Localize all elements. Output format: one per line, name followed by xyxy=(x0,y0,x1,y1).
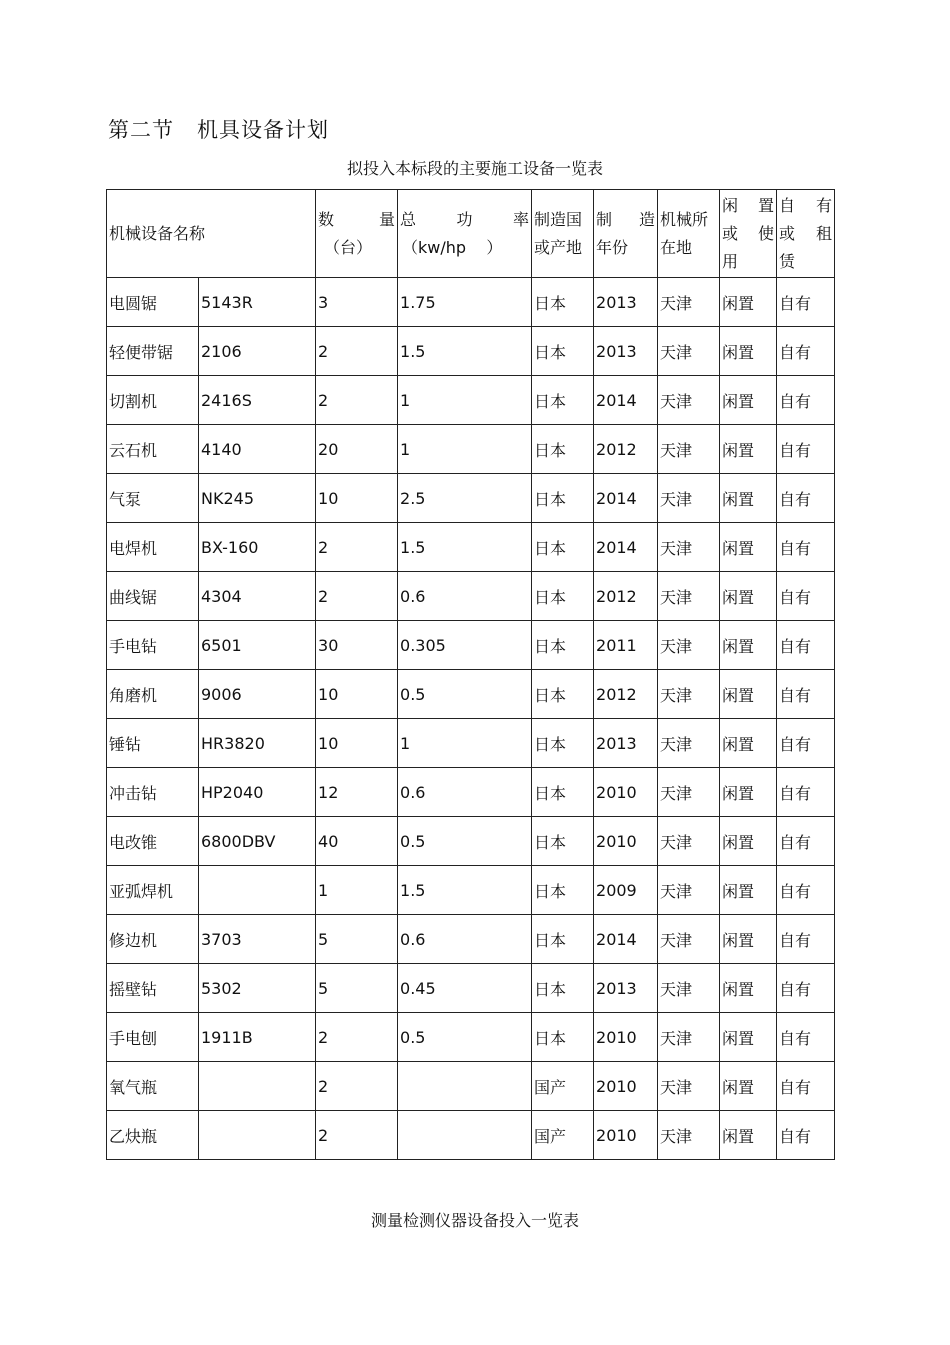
table-row xyxy=(107,1062,835,1111)
cell-status: 闲置 xyxy=(720,1062,777,1111)
table-row xyxy=(107,523,835,572)
cell-origin: 日本 xyxy=(532,327,594,376)
table-row xyxy=(107,327,835,376)
header-ownership xyxy=(777,190,835,278)
header-quantity xyxy=(316,190,398,278)
cell-qty: 2 xyxy=(316,572,398,621)
cell-year: 2012 xyxy=(594,572,658,621)
cell-location: 天津 xyxy=(658,1013,720,1062)
header-own-char: 有 xyxy=(816,195,833,215)
header-status-char: 用 xyxy=(722,251,739,271)
table-row xyxy=(107,964,835,1013)
cell-location: 天津 xyxy=(658,817,720,866)
cell-year: 2010 xyxy=(594,1013,658,1062)
cell-year: 2010 xyxy=(594,768,658,817)
cell-origin: 日本 xyxy=(532,425,594,474)
header-power-char: 率 xyxy=(512,209,529,229)
cell-status: 闲置 xyxy=(720,670,777,719)
cell-own: 自有 xyxy=(777,1111,835,1160)
cell-origin: 日本 xyxy=(532,915,594,964)
header-status-char: 使 xyxy=(758,223,775,243)
cell-qty: 12 xyxy=(316,768,398,817)
cell-power: 1 xyxy=(398,425,532,474)
header-year-line: 年份 xyxy=(596,237,629,257)
cell-power: 0.5 xyxy=(398,1013,532,1062)
table-row xyxy=(107,915,835,964)
table-row xyxy=(107,425,835,474)
cell-origin: 日本 xyxy=(532,1013,594,1062)
cell-model: 6800DBV xyxy=(199,817,316,866)
cell-year: 2014 xyxy=(594,523,658,572)
cell-origin: 日本 xyxy=(532,719,594,768)
cell-location: 天津 xyxy=(658,1062,720,1111)
cell-model: HP2040 xyxy=(199,768,316,817)
cell-power: 1.75 xyxy=(398,278,532,327)
cell-qty: 10 xyxy=(316,474,398,523)
header-status-char: 闲 xyxy=(722,195,739,215)
cell-location: 天津 xyxy=(658,866,720,915)
cell-name: 亚弧焊机 xyxy=(107,866,199,915)
cell-own: 自有 xyxy=(777,719,835,768)
cell-model: 5302 xyxy=(199,964,316,1013)
cell-own: 自有 xyxy=(777,278,835,327)
cell-power: 1 xyxy=(398,719,532,768)
cell-power: 1.5 xyxy=(398,327,532,376)
cell-origin: 日本 xyxy=(532,768,594,817)
table-header-row xyxy=(107,190,835,278)
header-origin xyxy=(532,190,594,278)
cell-own: 自有 xyxy=(777,964,835,1013)
cell-name: 电改锥 xyxy=(107,817,199,866)
cell-year: 2012 xyxy=(594,425,658,474)
table-row xyxy=(107,817,835,866)
cell-qty: 2 xyxy=(316,1013,398,1062)
cell-location: 天津 xyxy=(658,572,720,621)
cell-origin: 日本 xyxy=(532,278,594,327)
header-equipment-name xyxy=(107,190,316,278)
cell-status: 闲置 xyxy=(720,621,777,670)
table-row xyxy=(107,1111,835,1160)
cell-qty: 10 xyxy=(316,719,398,768)
header-power-unit: （kw/hp ） xyxy=(402,237,503,257)
cell-model: 4140 xyxy=(199,425,316,474)
cell-power: 1.5 xyxy=(398,523,532,572)
cell-qty: 2 xyxy=(316,1111,398,1160)
cell-name: 曲线锯 xyxy=(107,572,199,621)
header-location xyxy=(658,190,720,278)
table-row xyxy=(107,719,835,768)
cell-qty: 20 xyxy=(316,425,398,474)
cell-location: 天津 xyxy=(658,425,720,474)
cell-name: 气泵 xyxy=(107,474,199,523)
cell-origin: 日本 xyxy=(532,572,594,621)
cell-model xyxy=(199,1111,316,1160)
header-own-char: 赁 xyxy=(779,251,796,271)
cell-location: 天津 xyxy=(658,474,720,523)
cell-location: 天津 xyxy=(658,376,720,425)
cell-status: 闲置 xyxy=(720,768,777,817)
cell-status: 闲置 xyxy=(720,425,777,474)
cell-year: 2013 xyxy=(594,327,658,376)
cell-model: 3703 xyxy=(199,915,316,964)
cell-qty: 5 xyxy=(316,915,398,964)
cell-qty: 5 xyxy=(316,964,398,1013)
cell-power: 1 xyxy=(398,376,532,425)
header-own-char: 租 xyxy=(816,223,833,243)
cell-power: 2.5 xyxy=(398,474,532,523)
table-row xyxy=(107,866,835,915)
table-row xyxy=(107,768,835,817)
header-power-char: 总 xyxy=(400,209,417,229)
cell-origin: 日本 xyxy=(532,376,594,425)
cell-model xyxy=(199,866,316,915)
cell-model: 6501 xyxy=(199,621,316,670)
cell-origin: 国产 xyxy=(532,1062,594,1111)
cell-model: 4304 xyxy=(199,572,316,621)
cell-own: 自有 xyxy=(777,866,835,915)
cell-model: 5143R xyxy=(199,278,316,327)
table-row xyxy=(107,278,835,327)
second-table-caption: 测量检测仪器设备投入一览表 xyxy=(370,1211,579,1230)
header-location-line: 在地 xyxy=(660,237,693,257)
header-power xyxy=(398,190,532,278)
cell-year: 2010 xyxy=(594,1111,658,1160)
cell-status: 闲置 xyxy=(720,1111,777,1160)
cell-location: 天津 xyxy=(658,768,720,817)
cell-origin: 日本 xyxy=(532,621,594,670)
cell-year: 2014 xyxy=(594,915,658,964)
cell-name: 切割机 xyxy=(107,376,199,425)
cell-year: 2009 xyxy=(594,866,658,915)
cell-status: 闲置 xyxy=(720,376,777,425)
cell-year: 2010 xyxy=(594,1062,658,1111)
cell-year: 2013 xyxy=(594,719,658,768)
cell-own: 自有 xyxy=(777,1062,835,1111)
cell-power: 0.5 xyxy=(398,817,532,866)
cell-power: 1.5 xyxy=(398,866,532,915)
table-row xyxy=(107,572,835,621)
cell-own: 自有 xyxy=(777,621,835,670)
cell-own: 自有 xyxy=(777,474,835,523)
cell-power: 0.6 xyxy=(398,768,532,817)
cell-qty: 2 xyxy=(316,376,398,425)
header-qty-char: 量 xyxy=(379,209,396,229)
cell-name: 乙炔瓶 xyxy=(107,1111,199,1160)
cell-qty: 10 xyxy=(316,670,398,719)
cell-qty: 2 xyxy=(316,327,398,376)
cell-power: 0.45 xyxy=(398,964,532,1013)
cell-status: 闲置 xyxy=(720,474,777,523)
table-body xyxy=(107,278,835,1160)
header-year-char: 制 xyxy=(596,209,613,229)
cell-year: 2012 xyxy=(594,670,658,719)
cell-power xyxy=(398,1062,532,1111)
cell-own: 自有 xyxy=(777,376,835,425)
cell-model xyxy=(199,1062,316,1111)
table-row xyxy=(107,1013,835,1062)
cell-name: 手电刨 xyxy=(107,1013,199,1062)
cell-location: 天津 xyxy=(658,1111,720,1160)
cell-name: 轻便带锯 xyxy=(107,327,199,376)
header-own-char: 自 xyxy=(779,195,796,215)
cell-origin: 日本 xyxy=(532,964,594,1013)
cell-name: 摇壁钻 xyxy=(107,964,199,1013)
cell-model: 1911B xyxy=(199,1013,316,1062)
cell-own: 自有 xyxy=(777,572,835,621)
header-origin-line: 制造国 xyxy=(534,209,583,229)
header-status-char: 置 xyxy=(758,195,775,215)
cell-name: 锤钻 xyxy=(107,719,199,768)
cell-name: 冲击钻 xyxy=(107,768,199,817)
header-year xyxy=(594,190,658,278)
cell-power: 0.5 xyxy=(398,670,532,719)
header-year-char: 造 xyxy=(639,209,656,229)
table-row xyxy=(107,670,835,719)
equipment-table xyxy=(106,189,835,1160)
cell-own: 自有 xyxy=(777,817,835,866)
cell-own: 自有 xyxy=(777,768,835,817)
section-title: 第二节 机具设备计划 xyxy=(108,118,330,142)
cell-own: 自有 xyxy=(777,523,835,572)
cell-status: 闲置 xyxy=(720,964,777,1013)
cell-model: NK245 xyxy=(199,474,316,523)
cell-own: 自有 xyxy=(777,915,835,964)
cell-location: 天津 xyxy=(658,327,720,376)
cell-year: 2013 xyxy=(594,964,658,1013)
cell-power: 0.6 xyxy=(398,572,532,621)
cell-origin: 日本 xyxy=(532,817,594,866)
cell-location: 天津 xyxy=(658,670,720,719)
cell-name: 电圆锯 xyxy=(107,278,199,327)
header-qty-unit: （台） xyxy=(324,237,373,257)
cell-status: 闲置 xyxy=(720,915,777,964)
table-row xyxy=(107,376,835,425)
cell-location: 天津 xyxy=(658,915,720,964)
table-row xyxy=(107,474,835,523)
cell-power xyxy=(398,1111,532,1160)
cell-origin: 日本 xyxy=(532,474,594,523)
cell-name: 云石机 xyxy=(107,425,199,474)
cell-name: 电焊机 xyxy=(107,523,199,572)
cell-power: 0.6 xyxy=(398,915,532,964)
cell-power: 0.305 xyxy=(398,621,532,670)
cell-origin: 国产 xyxy=(532,1111,594,1160)
cell-location: 天津 xyxy=(658,621,720,670)
cell-status: 闲置 xyxy=(720,817,777,866)
cell-year: 2013 xyxy=(594,278,658,327)
cell-name: 氧气瓶 xyxy=(107,1062,199,1111)
cell-name: 修边机 xyxy=(107,915,199,964)
cell-model: 2416S xyxy=(199,376,316,425)
cell-own: 自有 xyxy=(777,670,835,719)
table-row xyxy=(107,621,835,670)
cell-qty: 1 xyxy=(316,866,398,915)
cell-location: 天津 xyxy=(658,719,720,768)
cell-qty: 2 xyxy=(316,523,398,572)
cell-year: 2014 xyxy=(594,376,658,425)
cell-origin: 日本 xyxy=(532,670,594,719)
header-power-char: 功 xyxy=(456,209,473,229)
cell-status: 闲置 xyxy=(720,278,777,327)
cell-year: 2014 xyxy=(594,474,658,523)
cell-location: 天津 xyxy=(658,523,720,572)
table-caption: 拟投入本标段的主要施工设备一览表 xyxy=(346,159,603,178)
cell-status: 闲置 xyxy=(720,866,777,915)
cell-qty: 3 xyxy=(316,278,398,327)
header-origin-line: 或产地 xyxy=(534,237,583,257)
header-name-text: 机械设备名称 xyxy=(109,223,206,243)
cell-model: BX-160 xyxy=(199,523,316,572)
cell-qty: 30 xyxy=(316,621,398,670)
cell-location: 天津 xyxy=(658,964,720,1013)
cell-model: 2106 xyxy=(199,327,316,376)
header-status-char: 或 xyxy=(722,223,739,243)
header-own-char: 或 xyxy=(779,223,796,243)
cell-own: 自有 xyxy=(777,327,835,376)
header-qty-char: 数 xyxy=(318,209,335,229)
cell-name: 角磨机 xyxy=(107,670,199,719)
cell-year: 2011 xyxy=(594,621,658,670)
cell-status: 闲置 xyxy=(720,1013,777,1062)
cell-status: 闲置 xyxy=(720,327,777,376)
cell-own: 自有 xyxy=(777,425,835,474)
cell-origin: 日本 xyxy=(532,523,594,572)
header-location-line: 机械所 xyxy=(660,209,709,229)
cell-qty: 40 xyxy=(316,817,398,866)
header-status xyxy=(720,190,777,278)
cell-qty: 2 xyxy=(316,1062,398,1111)
cell-model: HR3820 xyxy=(199,719,316,768)
cell-status: 闲置 xyxy=(720,719,777,768)
cell-name: 手电钻 xyxy=(107,621,199,670)
cell-status: 闲置 xyxy=(720,572,777,621)
cell-model: 9006 xyxy=(199,670,316,719)
cell-status: 闲置 xyxy=(720,523,777,572)
cell-location: 天津 xyxy=(658,278,720,327)
cell-year: 2010 xyxy=(594,817,658,866)
cell-own: 自有 xyxy=(777,1013,835,1062)
cell-origin: 日本 xyxy=(532,866,594,915)
